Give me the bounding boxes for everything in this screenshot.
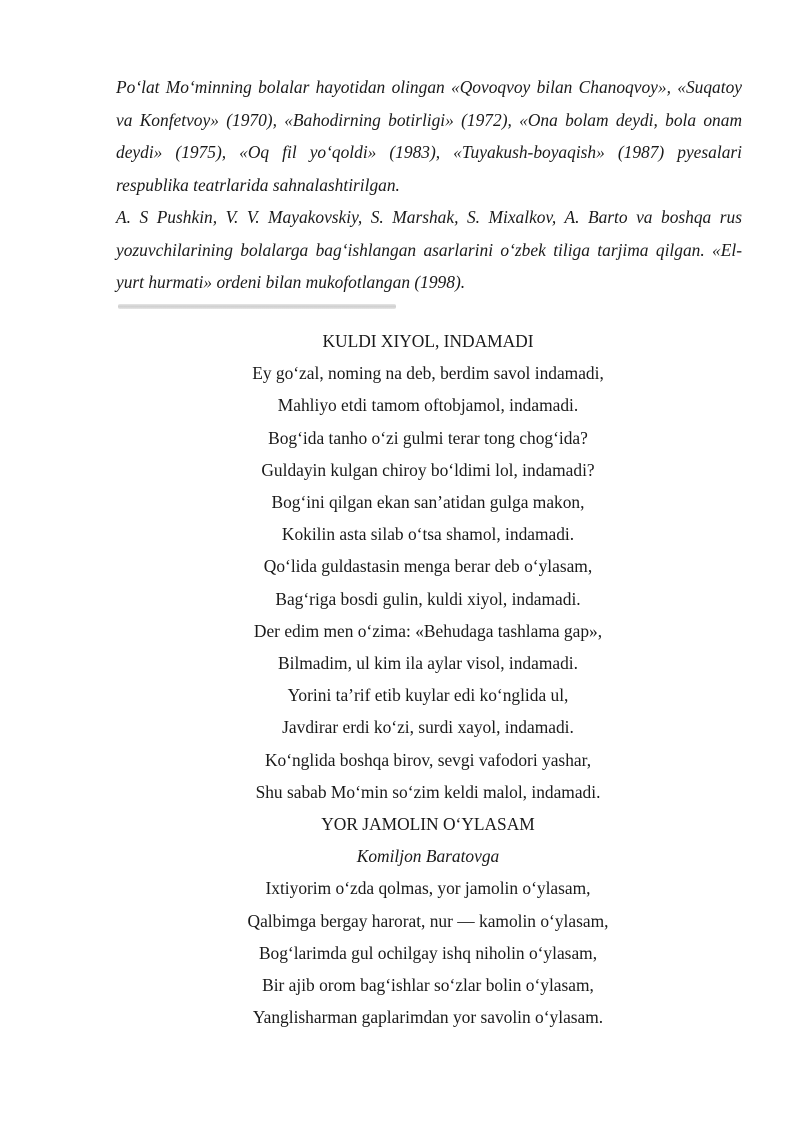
poem-line: Mahliyo etdi tamom oftobjamol, indamadi. — [277, 395, 579, 416]
poem-line: Kokilin asta silab o‘tsa shamol, indamadi. — [281, 524, 575, 545]
poem-line: Yorini ta’rif etib kuylar edi ko‘nglida ul, — [287, 685, 569, 706]
poem-line: Bag‘riga bosdi gulin, kuldi xiyol, indamadi. — [275, 588, 581, 609]
poem-line: Bog‘ida tanho o‘zi gulmi terar tong chog‘ida? — [268, 427, 588, 448]
intro-paragraph-translations: A. S Pushkin, V. V. Mayakovskiy, S. Marshak, S. Mixalkov, A. Barto va boshqa rus yozuvchilarining bolalarga bag‘ishlangan asarlarini o‘zbek tiliga tarjima qilgan. «El-yurt hurmati» ordeni bilan mukofotlangan (1998). — [116, 207, 742, 292]
section-divider — [118, 304, 396, 309]
poem-line: Javdirar erdi ko‘zi, surdi xayol, indamadi. — [282, 717, 574, 738]
poem-line: Yanglisharman gaplarimdan yor savolin o‘ylasam. — [252, 1007, 604, 1028]
intro-text — [116, 71, 742, 299]
poem-line: Qo‘lida guldastasin menga berar deb o‘ylasam, — [263, 556, 593, 577]
poem-line: Ixtiyorim o‘zda qolmas, yor jamolin o‘ylasam, — [265, 878, 591, 899]
intro-paragraph-plays: Po‘lat Mo‘minning bolalar hayotidan olingan «Qovoqvoy bilan Chanoqvoy», «Suqatoy va Konfetvoy» (1970), «Bahodirning botirligi» (1972), «Ona bolam deydi, bola onam deydi» (1975), «Oq fil yo‘qoldi» (1983), «Tuyakush-boyaqish» (1987) pyesalari respublika teatrlarida sahnalashtirilgan. — [116, 77, 742, 195]
poem-line: Guldayin kulgan chiroy bo‘ldimi lol, indamadi? — [261, 459, 595, 480]
poem-line: Shu sabab Mo‘min so‘zim keldi malol, indamadi. — [255, 781, 601, 802]
poem-title: KULDI XIYOL, INDAMADI — [322, 331, 534, 351]
poems-section — [100, 325, 756, 1033]
poem-line: Bir ajib orom bag‘ishlar so‘zlar bolin o‘ylasam, — [262, 975, 594, 996]
poem-line: Der edim men o‘zima: «Behudaga tashlama gap», — [253, 620, 603, 641]
poem-line: Qalbimga bergay harorat, nur — kamolin o‘ylasam, — [247, 910, 609, 931]
poem-line: Ko‘nglida boshqa birov, sevgi vafodori yashar, — [264, 749, 592, 770]
poem-line: Bog‘larimda gul ochilgay ishq niholin o‘ylasam, — [258, 942, 598, 963]
poem-line: Bilmadim, ul kim ila aylar visol, indamadi. — [278, 653, 578, 674]
poem-line: Ey go‘zal, noming na deb, berdim savol indamadi, — [252, 363, 604, 384]
poem-title: YOR JAMOLIN O‘YLASAM — [321, 814, 535, 835]
poem-line: Bog‘ini qilgan ekan san’atidan gulga makon, — [271, 492, 585, 513]
poem-dedication: Komiljon Baratovga — [356, 846, 500, 867]
